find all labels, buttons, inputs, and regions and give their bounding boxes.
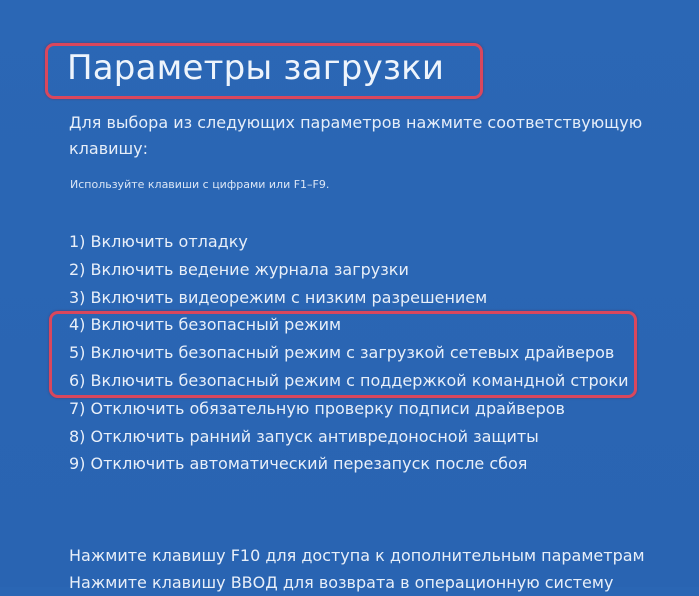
option-enable-safe-mode-command-prompt[interactable]: 6) Включить безопасный режим с поддержкой командной строки [69,370,629,390]
footer [69,542,645,596]
option-disable-driver-signature-enforcement[interactable]: 7) Отключить обязательную проверку подписи драйверов [69,398,565,418]
option-enable-low-resolution-video[interactable]: 3) Включить видеорежим с низким разрешением [69,287,488,307]
option-enable-debugging[interactable]: 1) Включить отладку [69,232,248,251]
option-enable-boot-logging[interactable]: 2) Включить ведение журнала загрузки [69,259,409,279]
intro-text: Для выбора из следующих параметров нажмите соответствующую клавишу: [69,113,643,158]
option-enable-safe-mode[interactable]: 4) Включить безопасный режим [69,315,342,335]
safe-mode-highlight-frame [49,311,637,398]
option-enable-safe-mode-networking[interactable]: 5) Включить безопасный режим с загрузкой сетевых драйверов [69,343,615,363]
option-disable-auto-restart[interactable]: 9) Отключить автоматический перезапуск после сбоя [69,454,528,474]
option-disable-early-launch-antimalware[interactable]: 8) Отключить ранний запуск антивредоносной защиты [69,426,539,446]
key-hint: Используйте клавиши с цифрами или F1–F9. [70,178,330,191]
footer-enter-text: Нажмите клавишу ВВОД для возврата в операционную систему [69,573,614,592]
page-title: Параметры загрузки [67,48,445,88]
footer-f10-text: Нажмите клавишу F10 для доступа к дополнительным параметрам [69,546,645,565]
title-highlight-frame [45,43,483,99]
